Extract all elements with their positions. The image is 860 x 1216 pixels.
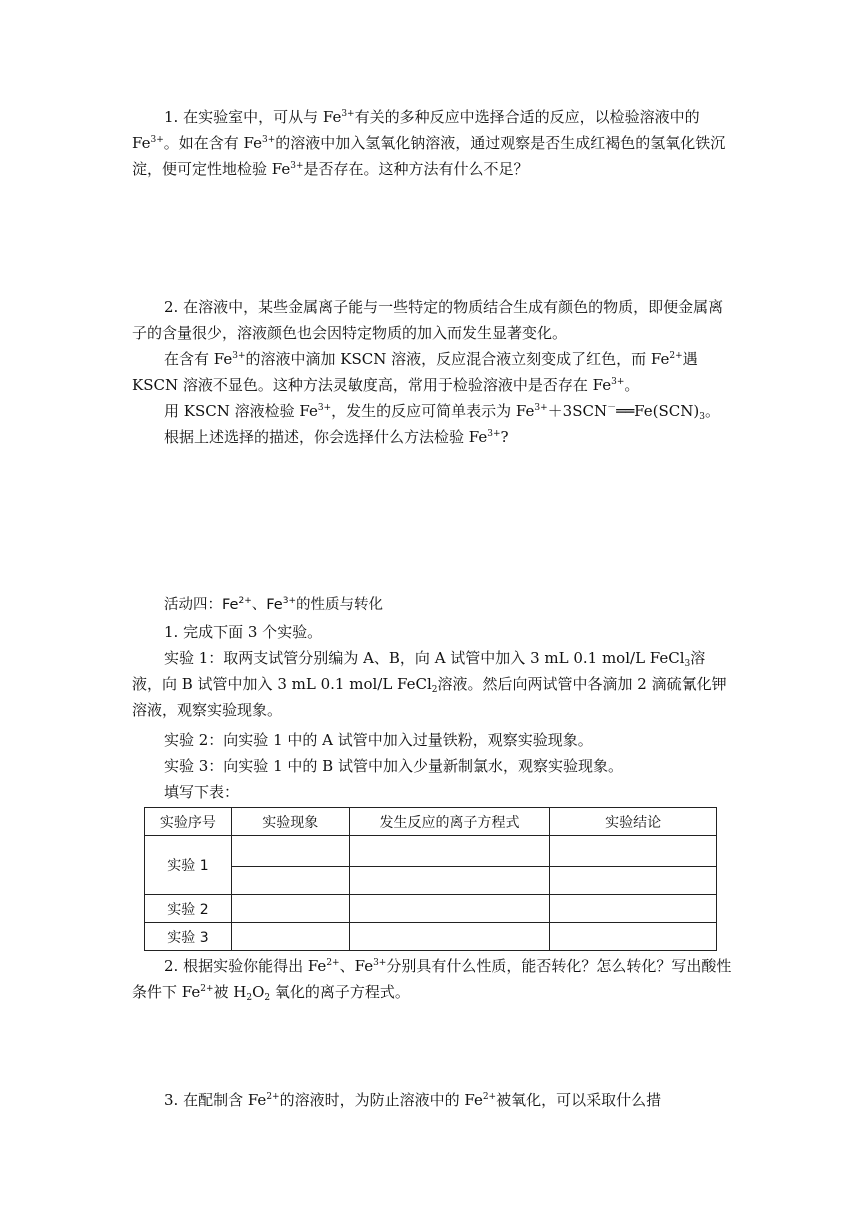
table-cell-blank[interactable] — [550, 895, 717, 923]
table-row-label: 实验 1 — [145, 836, 232, 895]
table-cell-blank[interactable] — [349, 836, 550, 867]
fill-table-instruction: 填写下表： — [164, 783, 240, 801]
table-cell-blank[interactable] — [349, 867, 550, 895]
table-cell-blank[interactable] — [231, 895, 349, 923]
question-2-number: 2. — [164, 298, 179, 316]
activity-4-item-1: 1. 完成下面 3 个实验。 — [164, 623, 323, 641]
table-cell-blank[interactable] — [231, 867, 349, 895]
table-header-cell: 实验现象 — [231, 808, 349, 836]
table-header-cell: 发生反应的离子方程式 — [349, 808, 550, 836]
table-row — [145, 923, 717, 951]
question-1-number: 1. — [164, 108, 179, 126]
question-2-intro: 2. 在溶液中，某些金属离子能与一些特定的物质结合生成有颜色的物质，即便金属离子的含量很少，溶液颜色也会因特定物质的加入而发生显著变化。 — [132, 298, 724, 342]
table-cell-blank[interactable] — [550, 836, 717, 867]
table-cell-blank[interactable] — [550, 867, 717, 895]
table-cell-blank[interactable] — [349, 923, 550, 951]
table-row-label: 实验 3 — [145, 923, 232, 951]
activity-4-item-2: 2. 根据实验你能得出 $Fe^{2+}$、$Fe^{3+}$分别具有什么性质，能否转化？怎么转化？写出酸性条件下 $Fe^{2+}$被 $H_2O_2$ 氧化的离子方程式。 — [132, 957, 732, 1003]
question-2-prompt: 根据上述选择的描述，你会选择什么方法检验 $Fe^{3+}$? — [164, 428, 509, 446]
experiment-2-description: 实验 2：向实验 1 中的 A 试管中加入过量铁粉，观察实验现象。 — [164, 731, 593, 749]
table-cell-blank[interactable] — [550, 923, 717, 951]
experiment-table — [144, 807, 717, 951]
question-1: 1. 在实验室中，可从与 $Fe^{3+}$有关的多种反应中选择合适的反应，以检验溶液中的 $Fe^{3+}$。如在含有 $Fe^{3+}$的溶液中加入氢氧化钠溶液，通过观察是否生成红褐色的氢氧化铁沉淀，便可定性地检验 $Fe^{3+}$是否存在。这种方法有什么不足？ — [132, 108, 726, 178]
activity-4-item-3: 3. 在配制含 $Fe^{2+}$的溶液时，为防止溶液中的 $Fe^{2+}$被氧化，可以采取什么措 — [164, 1091, 662, 1109]
question-2-reaction-equation: 用 KSCN 溶液检验 $Fe^{3+}$，发生的反应可简单表示为 $Fe^{3+}+3SCN^-══Fe(SCN)_3$。 — [164, 402, 720, 422]
table-header-row — [145, 808, 717, 836]
table-cell-blank[interactable] — [231, 923, 349, 951]
table-row — [145, 895, 717, 923]
table-cell-blank[interactable] — [349, 895, 550, 923]
question-2-kscn-description: 在含有 $Fe^{3+}$的溶液中滴加 KSCN 溶液，反应混合液立刻变成了红色，而 $Fe^{2+}$遇 KSCN 溶液不显色。这种方法灵敏度高，常用于检验溶液中是否存在 $Fe^{3+}$。 — [132, 350, 698, 394]
experiment-3-description: 实验 3：向实验 1 中的 B 试管中加入少量新制氯水，观察实验现象。 — [164, 757, 623, 775]
table-row-label: 实验 2 — [145, 895, 232, 923]
table-row — [145, 836, 717, 867]
table-cell-blank[interactable] — [231, 836, 349, 867]
table-header-cell: 实验结论 — [550, 808, 717, 836]
experiment-1-description: 实验 1：取两支试管分别编为 A、B，向 A 试管中加入 3 mL 0.1 mol/L FeCl$_3$溶液，向 B 试管中加入 3 mL 0.1 mol/L FeCl$_2$溶液。然后向两试管中各滴加 2 滴硫氰化钾溶液，观察实验现象。 — [132, 649, 727, 719]
table-header-cell: 实验序号 — [145, 808, 232, 836]
activity-4-heading: 活动四：$Fe^{2+}$、$Fe^{3+}$的性质与转化 — [164, 596, 383, 613]
